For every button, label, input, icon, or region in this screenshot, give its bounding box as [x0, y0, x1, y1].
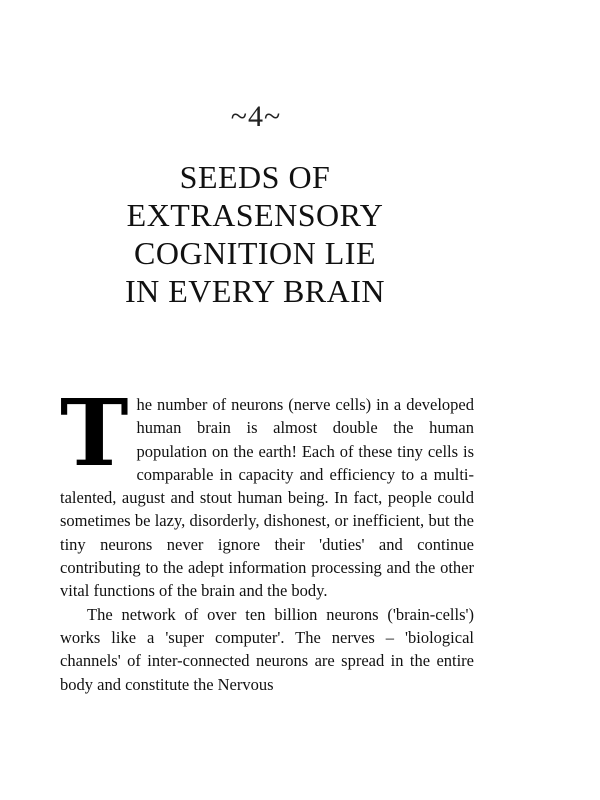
chapter-number: ~4~ — [230, 100, 282, 133]
chapter-title — [90, 158, 420, 310]
drop-cap: T — [60, 379, 129, 487]
paragraph — [60, 379, 474, 603]
chapter-title-line: EXTRASENSORY — [126, 197, 384, 233]
paragraph: The network of over ten billion neurons ('brain-cells') works like a 'super computer'. The nerves – 'biological channels' of inter-connected neurons are spread in the entire body and constitute the Nervous — [60, 604, 474, 694]
chapter-title-line: SEEDS OF — [179, 159, 331, 195]
body-text — [60, 379, 474, 696]
chapter-title-line: IN EVERY BRAIN — [124, 273, 386, 309]
paragraph-text: he number of neurons (nerve cells) in a developed human brain is almost double the human population on the earth! Each of these tiny cells is comparable in capacity and efficiency to a multi-talented, august and stout human being. In fact, people could sometimes be lazy, disorderly, dishonest, or inefficient, but the tiny neurons never ignore their 'duties' and continue contributing to the adept information processing and the other vital functions of the brain and the body. — [60, 395, 474, 601]
chapter-title-line: COGNITION LIE — [134, 235, 376, 271]
